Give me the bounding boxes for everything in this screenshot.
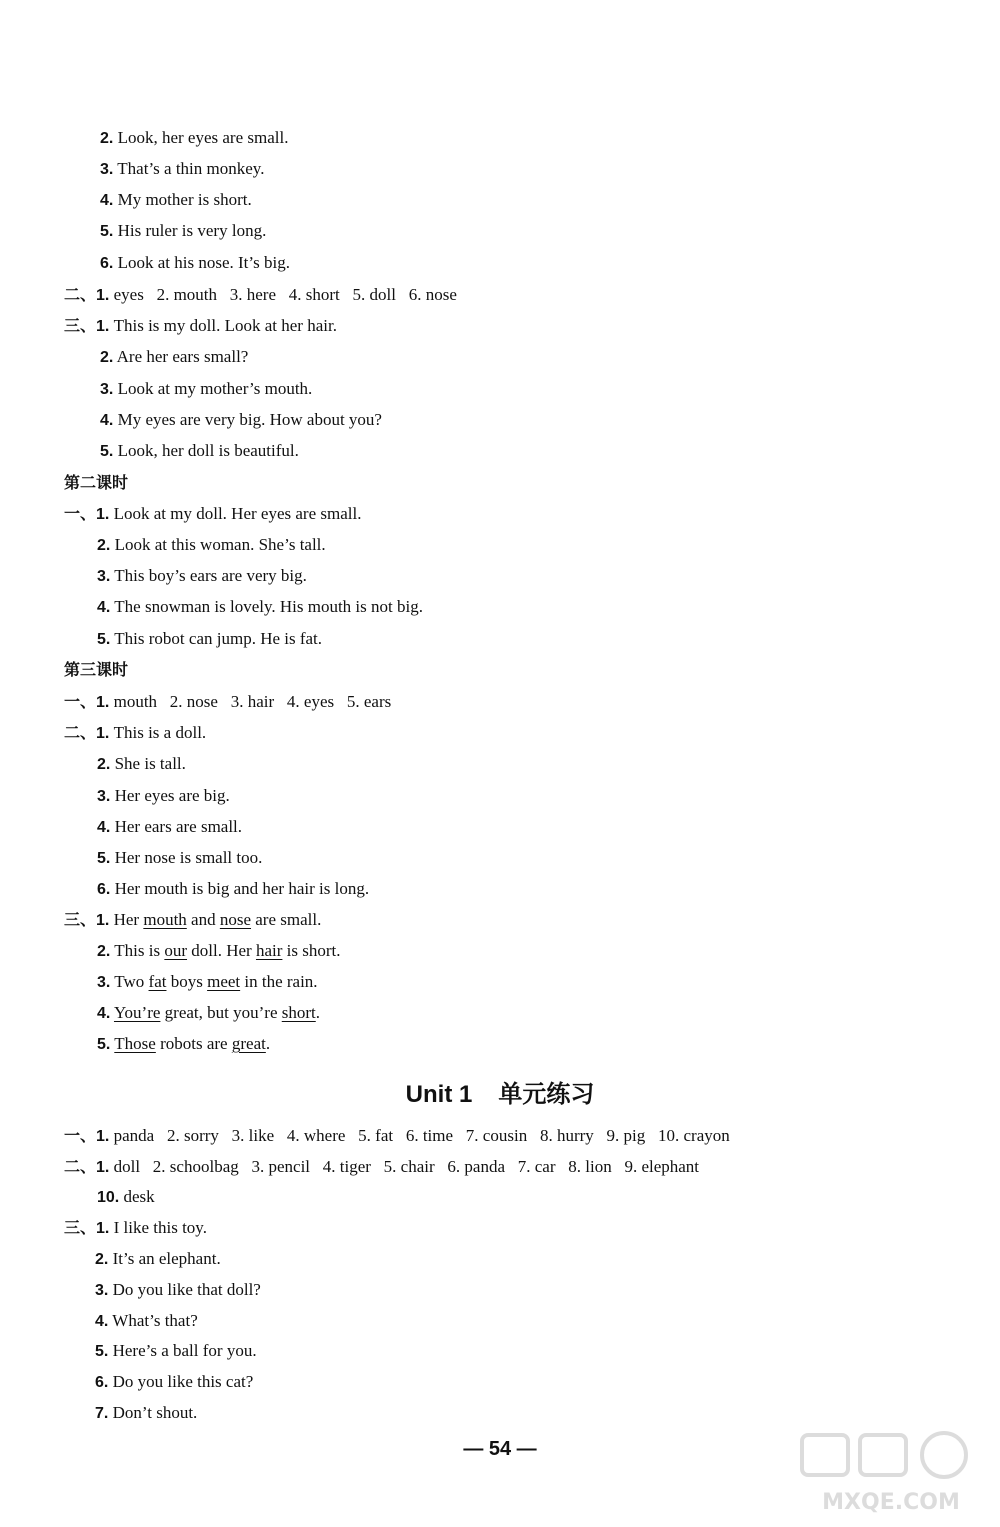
- text-segment: in the rain.: [240, 972, 318, 991]
- text-segment: are small.: [251, 910, 322, 929]
- list-item: 2. Look, her eyes are small.: [100, 128, 289, 147]
- list-item: 二、1. This is a doll.: [64, 723, 207, 742]
- list-item: 3. Do you like that doll?: [95, 1280, 261, 1299]
- underlined-word: our: [164, 941, 188, 960]
- text-segment: .: [265, 1034, 271, 1053]
- list-item: 3. Two fat boys meet in the rain.: [97, 972, 318, 991]
- list-item: 3. That’s a thin monkey.: [100, 159, 265, 178]
- list-item: 2. She is tall.: [97, 754, 186, 773]
- list-item: 三、1. This is my doll. Look at her hair.: [64, 316, 337, 335]
- underlined-word: mouth: [143, 910, 187, 929]
- text-segment: and: [186, 910, 220, 929]
- watermark-logo: [796, 1429, 986, 1519]
- section-two-answers: 二、1. eyes 2. mouth 3. here 4. short 5. doll 6. nose: [64, 285, 457, 304]
- list-item: 5. His ruler is very long.: [100, 221, 267, 240]
- list-item: 5. Look, her doll is beautiful.: [100, 441, 299, 460]
- underlined-word: great: [231, 1034, 266, 1053]
- list-item: 2. This is our doll. Her hair is short.: [97, 941, 341, 960]
- list-item: 5. Those robots are great.: [97, 1034, 271, 1053]
- list-item: 2. It’s an elephant.: [95, 1249, 221, 1268]
- list-item: 5. Here’s a ball for you.: [95, 1341, 257, 1360]
- text-segment: boys: [166, 972, 208, 991]
- list-item: 4. You’re great, but you’re short.: [97, 1003, 320, 1022]
- underlined-word: fat: [148, 972, 167, 991]
- list-item: 4. My mother is short.: [100, 190, 252, 209]
- underlined-word: Those: [114, 1034, 156, 1053]
- text-segment: Her: [113, 910, 144, 929]
- list-item: 4. Her ears are small.: [97, 817, 243, 836]
- list-item: 2. Are her ears small?: [100, 347, 249, 366]
- list-item: 5. This robot can jump. He is fat.: [97, 629, 323, 648]
- unit-section-two-cont: 10. desk: [97, 1187, 155, 1206]
- underlined-word: You’re: [113, 1003, 161, 1022]
- underlined-word: short: [281, 1003, 316, 1022]
- underlined-word: nose: [219, 910, 252, 929]
- page-number: — 54 —: [463, 1438, 537, 1460]
- text-segment: is short.: [282, 941, 341, 960]
- list-item: 6. Her mouth is big and her hair is long.: [97, 879, 370, 898]
- lesson-heading-2: 第二课时: [64, 473, 129, 492]
- text-segment: Two: [114, 972, 149, 991]
- text-segment: This is: [114, 941, 165, 960]
- list-item: 3. Look at my mother’s mouth.: [100, 379, 313, 398]
- text-segment: .: [315, 1003, 320, 1022]
- list-item: 2. Look at this woman. She’s tall.: [97, 535, 326, 554]
- underlined-word: hair: [255, 941, 283, 960]
- list-item: 三、1. I like this toy.: [64, 1218, 207, 1237]
- underlined-word: meet: [207, 972, 241, 991]
- lesson-heading-3: 第三课时: [64, 660, 129, 679]
- svg-text:MXQE.COM: MXQE.COM: [822, 1490, 960, 1515]
- list-item: 7. Don’t shout.: [95, 1403, 198, 1422]
- list-item: 一、1. Look at my doll. Her eyes are small.: [64, 504, 362, 523]
- list-item: 三、1. Her mouth and nose are small.: [64, 910, 322, 929]
- list-item: 3. Her eyes are big.: [97, 786, 230, 805]
- list-item: 4. What’s that?: [95, 1311, 198, 1330]
- unit-section-two: 二、1. doll 2. schoolbag 3. pencil 4. tiger 5. chair 6. panda 7. car 8. lion 9. elephant: [64, 1157, 700, 1176]
- text-segment: doll. Her: [187, 941, 256, 960]
- list-item: 5. Her nose is small too.: [97, 848, 263, 867]
- list-item: 6. Do you like this cat?: [95, 1372, 254, 1391]
- lesson3-section-one: 一、1. mouth 2. nose 3. hair 4. eyes 5. ears: [64, 692, 392, 711]
- text-segment: robots are: [155, 1034, 232, 1053]
- list-item: 6. Look at his nose. It’s big.: [100, 253, 290, 272]
- unit-section-one: 一、1. panda 2. sorry 3. like 4. where 5. fat 6. time 7. cousin 8. hurry 9. pig 10. crayon: [64, 1126, 730, 1145]
- list-item: 3. This boy’s ears are very big.: [97, 566, 307, 585]
- list-item: 4. The snowman is lovely. His mouth is not big.: [97, 597, 423, 616]
- text-segment: great, but you’re: [160, 1003, 282, 1022]
- list-item: 4. My eyes are very big. How about you?: [100, 410, 382, 429]
- unit-title: Unit 1 单元练习: [405, 1080, 595, 1108]
